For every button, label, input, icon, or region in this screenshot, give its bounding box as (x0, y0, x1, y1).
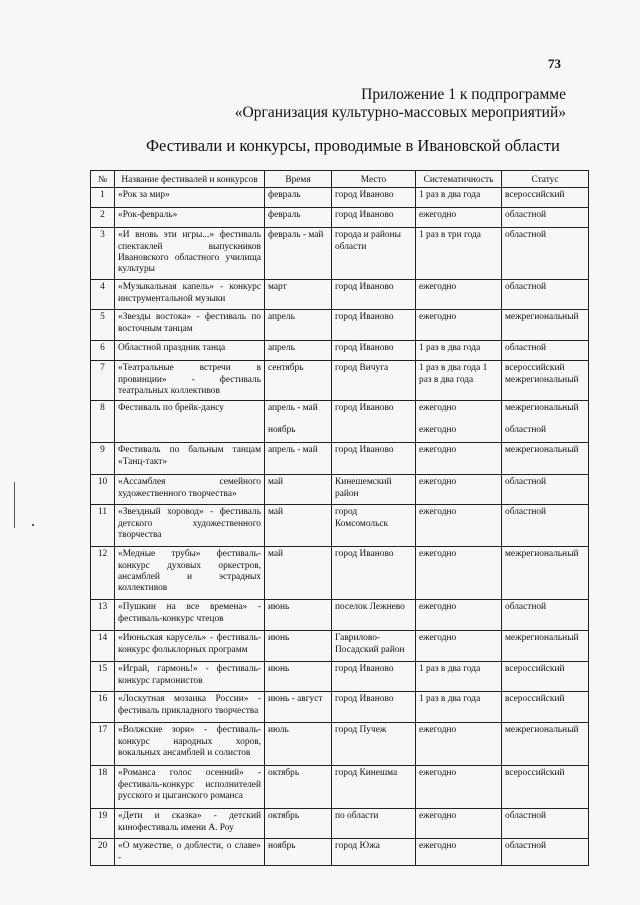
festival-name: «О мужестве, о доблести, о славе» - (115, 839, 265, 866)
scan-artifact-line (14, 482, 15, 528)
document-title: Фестивали и конкурсы, проводимые в Ивановской области (146, 136, 560, 155)
festival-time: май (265, 475, 332, 505)
festival-status: областной (502, 228, 589, 280)
festival-status: всероссийский (502, 766, 589, 809)
scan-artifact-dot (32, 524, 34, 526)
festival-place: город Вичуга (332, 361, 416, 401)
festival-place: город Иваново (332, 401, 416, 443)
festival-frequency: ежегодно (416, 723, 502, 766)
festival-time: июнь - август (265, 692, 332, 723)
festival-time: июнь (265, 600, 332, 631)
row-number: 5 (91, 310, 115, 341)
column-header-status: Статус (502, 171, 589, 188)
column-header-name: Название фестивалей и конкурсов (115, 171, 265, 188)
festival-frequency: ежегодно (416, 443, 502, 475)
appendix-line-1: Приложение 1 к подпрограмме (361, 86, 566, 103)
festival-time: сентябрь (265, 361, 332, 401)
row-number: 11 (91, 505, 115, 547)
festival-place: город Иваново (332, 310, 416, 341)
row-number: 3 (91, 228, 115, 280)
table-row (91, 228, 589, 280)
table-row (91, 662, 589, 692)
festival-name: «Театральные встречи в провинции» - фестиваль театральных коллективов (115, 361, 265, 401)
festival-frequency: ежегодно (416, 475, 502, 505)
row-number: 18 (91, 766, 115, 809)
festival-place: город Иваново (332, 692, 416, 723)
festival-name: «Рок за мир» (115, 188, 265, 208)
festival-name: «Июньская карусель» - фестиваль-конкурс фольклорных программ (115, 631, 265, 662)
festival-time: февраль (265, 208, 332, 228)
table-row (91, 401, 589, 443)
row-number: 19 (91, 809, 115, 839)
festival-name: «Лоскутная мозаика России» - фестиваль прикладного творчества (115, 692, 265, 723)
festival-frequency: 1 раз в три года (416, 228, 502, 280)
row-number: 13 (91, 600, 115, 631)
row-number: 14 (91, 631, 115, 662)
row-number: 8 (91, 401, 115, 443)
festival-place: Кинешемский район (332, 475, 416, 505)
festival-time: июнь (265, 631, 332, 662)
row-number: 12 (91, 547, 115, 600)
festival-time-2: ноябрь (268, 424, 296, 435)
festival-name: Фестиваль по брейк-дансу (115, 401, 265, 443)
table-row (91, 600, 589, 631)
festival-status-2: областной (505, 424, 547, 435)
festival-frequency-2: ежегодно (419, 424, 457, 435)
festival-name: «Звезды востока» - фестиваль по восточным танцам (115, 310, 265, 341)
festival-time: июль (265, 723, 332, 766)
festival-frequency: ежегодно (416, 280, 502, 310)
table-row (91, 505, 589, 547)
table-row (91, 443, 589, 475)
festival-name: «Волжские зори» - фестиваль-конкурс народных хоров, вокальных ансамблей и солистов (115, 723, 265, 766)
festival-name: «Музыкальная капель» - конкурс инструментальной музыки (115, 280, 265, 310)
table-row (91, 475, 589, 505)
festival-time (265, 401, 332, 443)
row-number: 9 (91, 443, 115, 475)
festival-place: город Комсомольск (332, 505, 416, 547)
festival-status: межрегиональный (502, 547, 589, 600)
row-number: 1 (91, 188, 115, 208)
festival-name: «Рок-февраль» (115, 208, 265, 228)
row-number: 2 (91, 208, 115, 228)
festival-name: «И вновь эти игры...» фестиваль спектаклей выпускников Ивановского областного училища культуры (115, 228, 265, 280)
festival-name: «Медные трубы» фестиваль-конкурс духовых оркестров, ансамблей и эстрадных коллективов (115, 547, 265, 600)
festival-frequency: 1 раз в два года (416, 692, 502, 723)
row-number: 16 (91, 692, 115, 723)
festival-time: ноябрь (265, 839, 332, 866)
festival-time: май (265, 547, 332, 600)
festival-frequency: 1 раз в два года 1 раз в два года (416, 361, 502, 401)
row-number: 7 (91, 361, 115, 401)
festival-status: областной (502, 280, 589, 310)
festival-place: город Иваново (332, 443, 416, 475)
festival-time: октябрь (265, 766, 332, 809)
festival-name: «Играй, гармонь!» - фестиваль-конкурс гармонистов (115, 662, 265, 692)
festival-frequency: ежегодно (416, 631, 502, 662)
festival-time: июнь (265, 662, 332, 692)
column-header-place: Место (332, 171, 416, 188)
festival-frequency: ежегодно (416, 505, 502, 547)
festival-time: апрель (265, 341, 332, 361)
row-number: 15 (91, 662, 115, 692)
festival-frequency: ежегодно (416, 547, 502, 600)
festival-place: город Южа (332, 839, 416, 866)
table-row (91, 766, 589, 809)
festival-status: областной (502, 505, 589, 547)
festival-place: город Пучеж (332, 723, 416, 766)
festival-name: «Пушкин на все времена» - фестиваль-конкурс чтецов (115, 600, 265, 631)
row-number: 6 (91, 341, 115, 361)
festival-status: межрегиональный (502, 723, 589, 766)
column-header-time: Время (265, 171, 332, 188)
festival-status: областной (502, 475, 589, 505)
festival-time: февраль (265, 188, 332, 208)
festival-place: город Иваново (332, 341, 416, 361)
festival-place: Гаврилово-Посадский район (332, 631, 416, 662)
festival-name: «Романса голос осенний» - фестиваль-конкурс исполнителей русского и цыганского романса (115, 766, 265, 809)
table-row (91, 809, 589, 839)
festival-place: поселок Лежнево (332, 600, 416, 631)
table-row (91, 280, 589, 310)
festival-place: по области (332, 809, 416, 839)
festival-name: «Дети и сказка» - детский кинофестиваль имени А. Роу (115, 809, 265, 839)
column-header-number: № (91, 171, 115, 188)
table-row (91, 723, 589, 766)
row-number: 17 (91, 723, 115, 766)
festival-time: февраль - май (265, 228, 332, 280)
festival-place: город Кинешма (332, 766, 416, 809)
row-number: 20 (91, 839, 115, 866)
festival-frequency: ежегодно (416, 310, 502, 341)
table-row (91, 361, 589, 401)
festival-status: областной (502, 809, 589, 839)
table-row (91, 631, 589, 662)
festival-time: октябрь (265, 809, 332, 839)
festival-place: город Иваново (332, 662, 416, 692)
festival-frequency-1: ежегодно (419, 403, 457, 414)
festival-frequency: 1 раз в два года (416, 341, 502, 361)
table-header-row (91, 171, 589, 188)
festival-frequency: ежегодно (416, 809, 502, 839)
table-row (91, 692, 589, 723)
festival-place: город Иваново (332, 188, 416, 208)
row-number: 10 (91, 475, 115, 505)
festival-place: город Иваново (332, 547, 416, 600)
festival-place: города и районы области (332, 228, 416, 280)
festival-frequency: ежегодно (416, 208, 502, 228)
festival-status-1: межрегиональный (505, 403, 579, 414)
festival-status: всероссийский (502, 188, 589, 208)
appendix-line-2: «Организация культурно-массовых мероприятий» (234, 104, 566, 121)
festival-status: межрегиональный (502, 310, 589, 341)
festival-frequency: ежегодно (416, 600, 502, 631)
appendix-header (146, 86, 566, 122)
festival-name: Областной праздник танца (115, 341, 265, 361)
festival-status: областной (502, 208, 589, 228)
column-header-frequency: Систематичность (416, 171, 502, 188)
table-row (91, 310, 589, 341)
festival-status: всероссийский (502, 692, 589, 723)
festival-time: апрель - май (265, 443, 332, 475)
festival-name: Фестиваль по бальным танцам «Танц-такт» (115, 443, 265, 475)
table-row (91, 341, 589, 361)
table-row (91, 839, 589, 866)
table-row (91, 547, 589, 600)
festivals-table (90, 170, 589, 866)
festival-name: «Ассамблея семейного художественного творчества» (115, 475, 265, 505)
festival-status: межрегиональный (502, 631, 589, 662)
festival-time-1: апрель - май (268, 403, 318, 414)
festival-status: межрегиональный (502, 443, 589, 475)
festival-status: областной (502, 341, 589, 361)
row-number: 4 (91, 280, 115, 310)
festival-status: всероссийский межрегиональный (502, 361, 589, 401)
festival-status: всероссийский (502, 662, 589, 692)
table-row (91, 208, 589, 228)
festival-frequency: ежегодно (416, 839, 502, 866)
festival-status (502, 401, 589, 443)
table-row (91, 188, 589, 208)
festival-frequency: 1 раз в два года (416, 662, 502, 692)
festival-name: «Звездный хоровод» - фестиваль детского художественного творчества (115, 505, 265, 547)
festival-time: май (265, 505, 332, 547)
festival-frequency: 1 раз в два года (416, 188, 502, 208)
page-number: 73 (548, 56, 561, 71)
festival-status: областной (502, 839, 589, 866)
festival-place: город Иваново (332, 280, 416, 310)
festival-frequency (416, 401, 502, 443)
festival-place: город Иваново (332, 208, 416, 228)
festival-time: апрель (265, 310, 332, 341)
festival-status: областной (502, 600, 589, 631)
festival-time: март (265, 280, 332, 310)
festival-frequency: ежегодно (416, 766, 502, 809)
